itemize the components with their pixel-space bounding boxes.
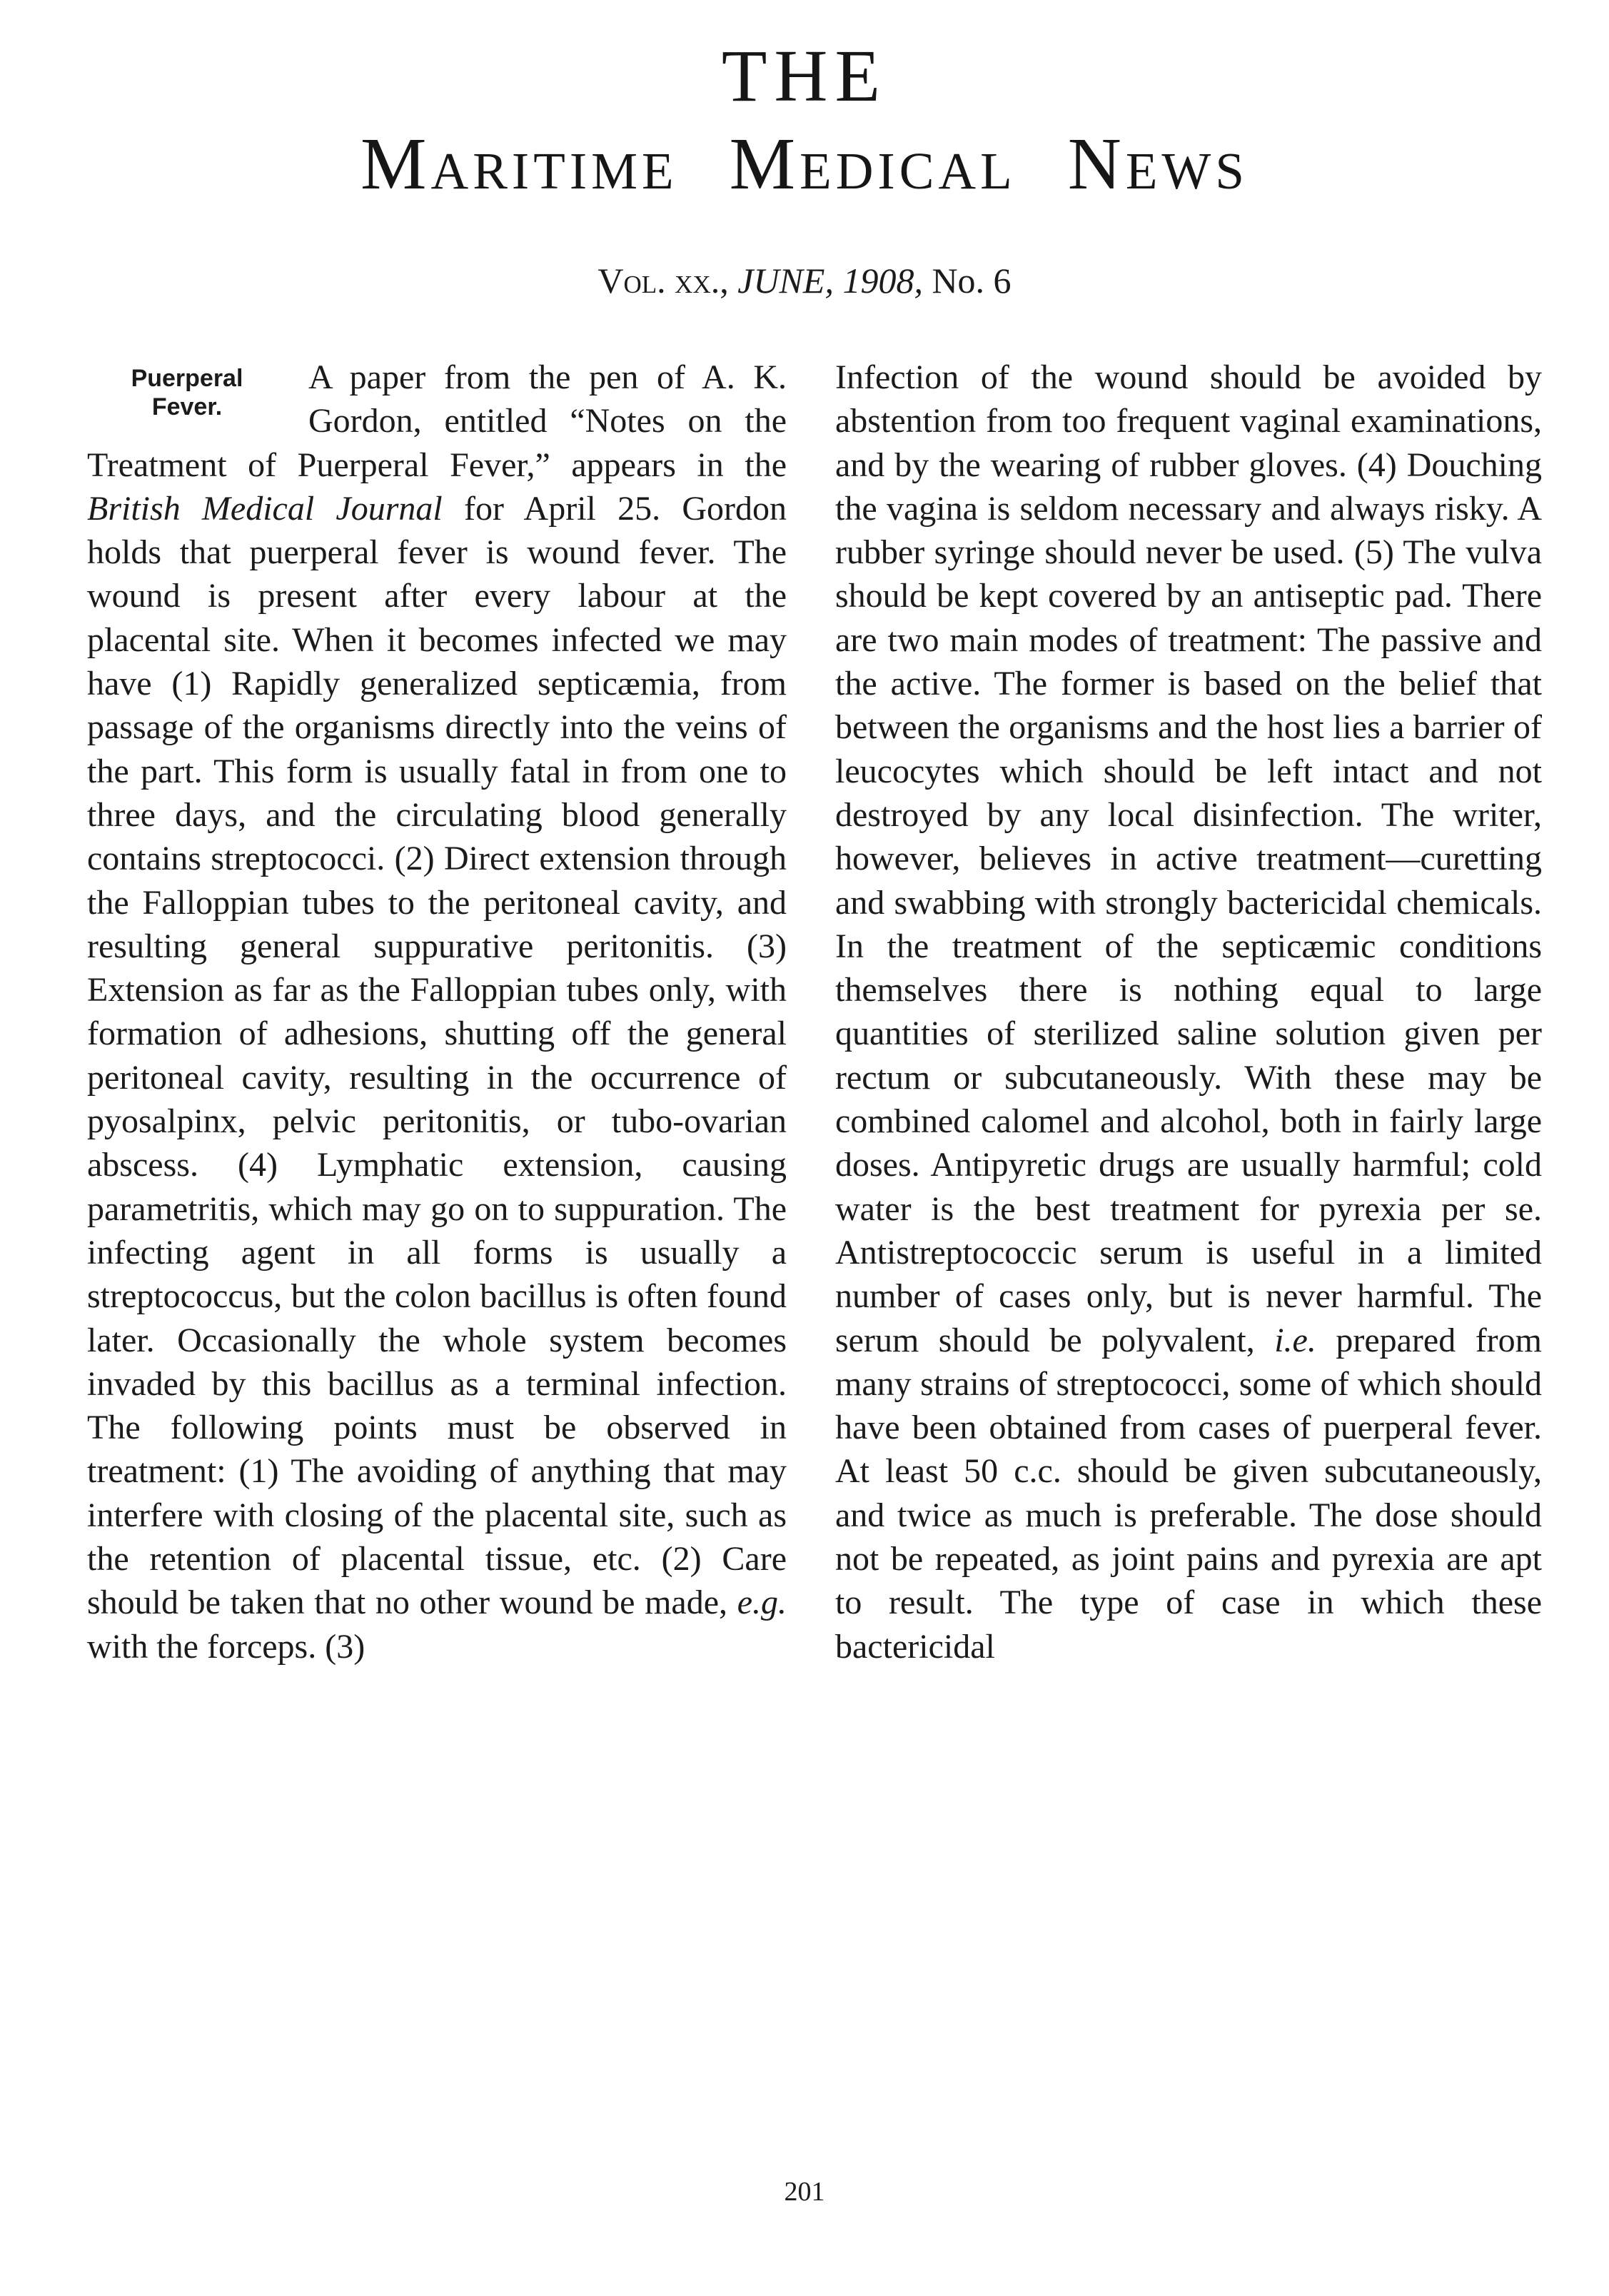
issue-volume: Vol. xx.,: [597, 261, 729, 301]
journal-name: British Medical Journal: [87, 489, 443, 528]
article-paragraph-right: [835, 356, 1542, 1668]
ie-abbrev: i.e.: [1274, 1321, 1316, 1359]
left-text-part1: A paper from the pen of A. K. Gordon, entitled “Notes on the Treatment of Puerperal Fever,” appears in the: [87, 358, 787, 484]
article-column-left: [87, 356, 787, 1668]
right-text-part1: Infection of the wound should be avoided by abstention from too frequent vaginal examinations, and by the wearing of rubber gloves. (4) Douching the vagina is seldom necessary and always risky. A rubber syringe should never be used. (5) The vulva should be kept covered by an antiseptic pad. There are two main modes of treatment: The passive and the active. The former is based on the belief that between the organisms and the host lies a barrier of leucocytes which should be left intact and not destroyed by any local disinfection. The writer, however, believes in active treatment—curetting and swabbing with strongly bactericidal chemicals. In the treatment of the septicæmic conditions themselves there is nothing equal to large quantities of sterilized saline solution given per rectum or subcutaneously. With these may be combined calomel and alcohol, both in fairly large doses. Antipyretic drugs are usually harmful; cold water is the best treatment for pyrexia per se. Antistreptococcic serum is useful in a limited number of cases only, but is never harmful. The serum should be polyvalent,: [835, 358, 1542, 1359]
issue-number: No. 6: [932, 261, 1012, 301]
margin-heading-line1: Puerperal: [131, 365, 243, 392]
eg-abbrev: e.g.: [737, 1583, 787, 1622]
right-text-part2: prepared from many strains of streptococci, some of which should have been obtained from cases of puerperal fever. At least 50 c.c. should be given subcutaneously, and twice as much is preferable. The dose should not be repeated, as joint pains and pyrexia are apt to result. The type of case in which these bactericidal: [835, 1321, 1543, 1666]
left-text-part2: for April 25. Gordon holds that puerperal fever is wound fever. The wound is present after every labour at the placental site. When it becomes infected we may have (1) Rapidly generalized septicæmia, from passage of the organisms directly into the veins of the part. This form is usually fatal in from one to three days, and the circulating blood generally contains streptococci. (2) Direct extension through the Falloppian tubes to the peritoneal cavity, and resulting general suppurative peritonitis. (3) Extension as far as the Falloppian tubes only, with formation of adhesions, shutting off the general peritoneal cavity, resulting in the occurrence of pyosalpinx, pelvic peritonitis, or tubo-ovarian abscess. (4) Lymphatic extension, causing parametritis, which may go on to suppuration. The infecting agent in all forms is usually a streptococcus, but the colon bacillus is often found later. Occasionally the whole system becomes invaded by this bacillus as a terminal infection. The following points must be observed in treatment: (1) The avoiding of anything that may interfere with closing of the placental site, such as the retention of placental tissue, etc. (2) Care should be taken that no other wound be made,: [87, 489, 787, 1622]
margin-heading-line2: Fever.: [151, 393, 223, 421]
left-text-part3: with the forceps. (3): [87, 1627, 365, 1666]
article-column-right: [835, 356, 1542, 1668]
issue-date: JUNE, 1908,: [737, 261, 923, 301]
page-number: 201: [784, 2177, 825, 2207]
margin-heading: [87, 364, 287, 421]
issue-line: [0, 261, 1609, 301]
masthead-the: THE: [721, 35, 888, 117]
journal-title: Maritime Medical News: [360, 123, 1249, 205]
article-paragraph-left: [87, 356, 787, 1668]
